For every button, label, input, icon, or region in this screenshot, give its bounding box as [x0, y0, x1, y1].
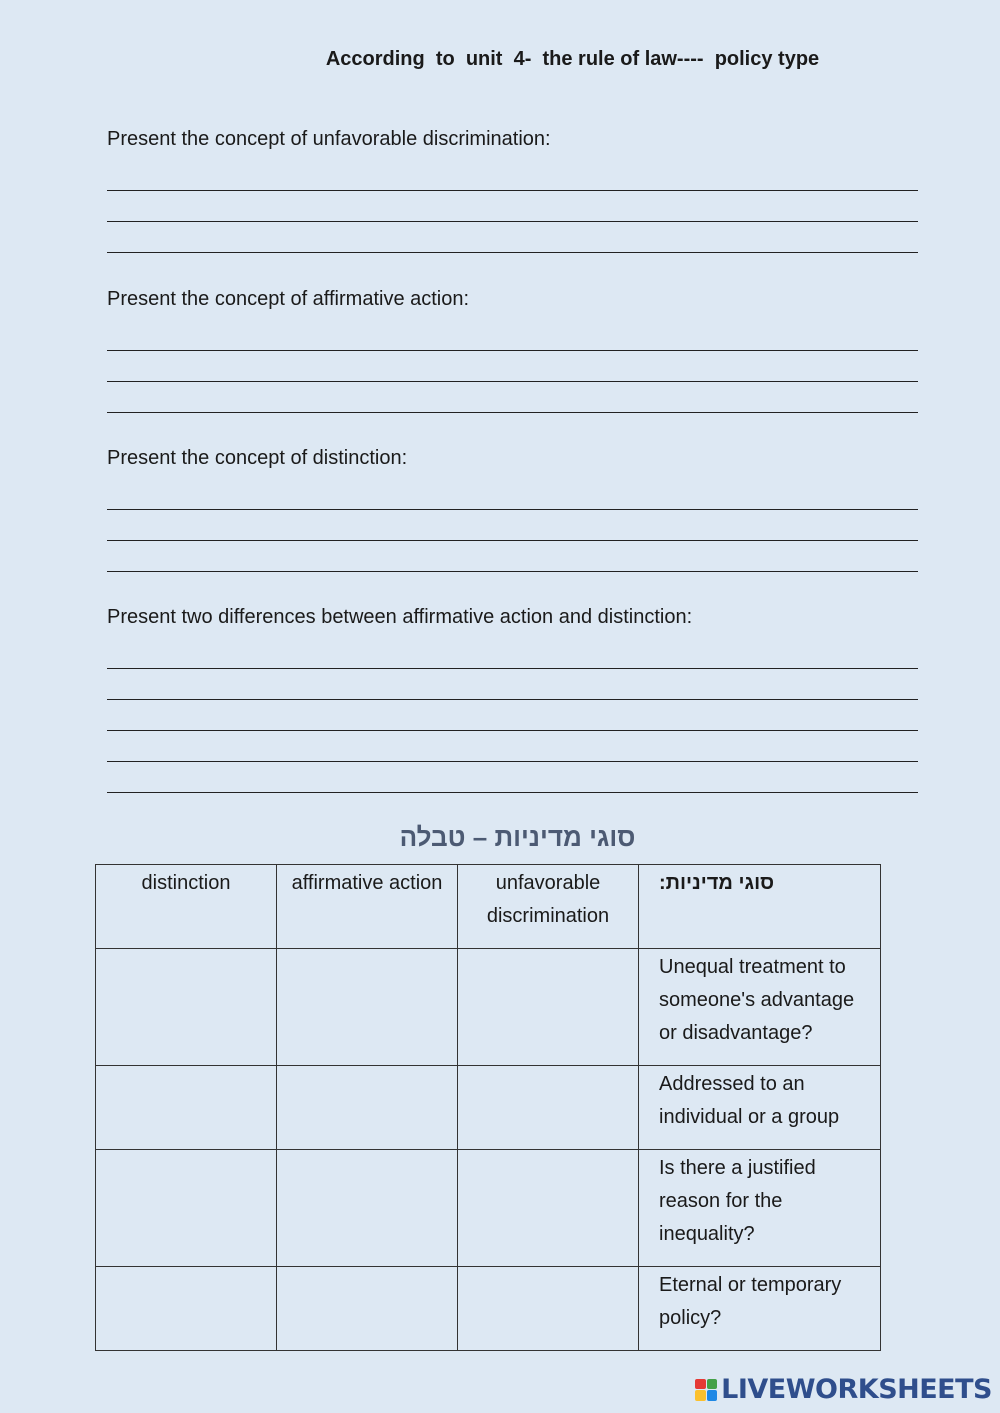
question-differences [107, 604, 918, 793]
logo-square [695, 1379, 706, 1390]
question-label: Present two differences between affirmative action and distinction: [107, 606, 693, 628]
question-label: Present the concept of affirmative action: [107, 288, 470, 310]
header-affirmative-action: affirmative action [277, 865, 458, 949]
table-header-row [96, 865, 881, 949]
answer-line[interactable] [107, 382, 918, 413]
row-label: Addressed to an individual or a group [639, 1066, 881, 1150]
answer-line[interactable] [107, 669, 918, 700]
logo-mark-icon [695, 1379, 717, 1401]
logo-square [707, 1390, 718, 1401]
liveworksheets-logo [695, 1374, 992, 1405]
answer-line[interactable] [107, 191, 918, 222]
question-affirmative-action [107, 286, 918, 413]
answer-cell[interactable] [458, 1066, 639, 1150]
answer-cell[interactable] [96, 1066, 277, 1150]
answer-line[interactable] [107, 638, 918, 669]
answer-line[interactable] [107, 541, 918, 572]
answer-cell[interactable] [458, 949, 639, 1066]
policy-table [95, 864, 881, 1351]
logo-square [707, 1379, 718, 1390]
logo-square [695, 1390, 706, 1401]
answer-line[interactable] [107, 510, 918, 541]
row-label: Is there a justified reason for the inequality? [639, 1150, 881, 1267]
answer-cell[interactable] [277, 1066, 458, 1150]
question-label: Present the concept of distinction: [107, 447, 408, 469]
answer-line[interactable] [107, 731, 918, 762]
answer-cell[interactable] [458, 1150, 639, 1267]
answer-line[interactable] [107, 222, 918, 253]
answer-line[interactable] [107, 762, 918, 793]
header-distinction: distinction [96, 865, 277, 949]
question-label: Present the concept of unfavorable discrimination: [107, 128, 551, 150]
table-row [96, 1267, 881, 1351]
answer-line[interactable] [107, 351, 918, 382]
answer-cell[interactable] [458, 1267, 639, 1351]
answer-cell[interactable] [277, 1150, 458, 1267]
answer-cell[interactable] [277, 1267, 458, 1351]
table-row [96, 1066, 881, 1150]
answer-line[interactable] [107, 160, 918, 191]
header-unfavorable-discrimination: unfavorable discrimination [458, 865, 639, 949]
row-label: Unequal treatment to someone's advantage or disadvantage? [639, 949, 881, 1066]
answer-line[interactable] [107, 479, 918, 510]
answer-cell[interactable] [96, 949, 277, 1066]
answer-line[interactable] [107, 700, 918, 731]
answer-cell[interactable] [96, 1267, 277, 1351]
row-label: Eternal or temporary policy? [639, 1267, 881, 1351]
answer-cell[interactable] [277, 949, 458, 1066]
table-title: סוגי מדיניות – טבלה [399, 822, 636, 852]
question-unfavorable-discrimination [107, 126, 918, 253]
logo-text: LIVEWORKSHEETS [721, 1374, 992, 1405]
page-title: According to unit 4- the rule of law---- policy type [325, 48, 820, 70]
table-row [96, 1150, 881, 1267]
answer-cell[interactable] [96, 1150, 277, 1267]
header-policy-types: סוגי מדיניות: [639, 865, 881, 949]
table-row [96, 949, 881, 1066]
answer-line[interactable] [107, 320, 918, 351]
question-distinction [107, 445, 918, 572]
